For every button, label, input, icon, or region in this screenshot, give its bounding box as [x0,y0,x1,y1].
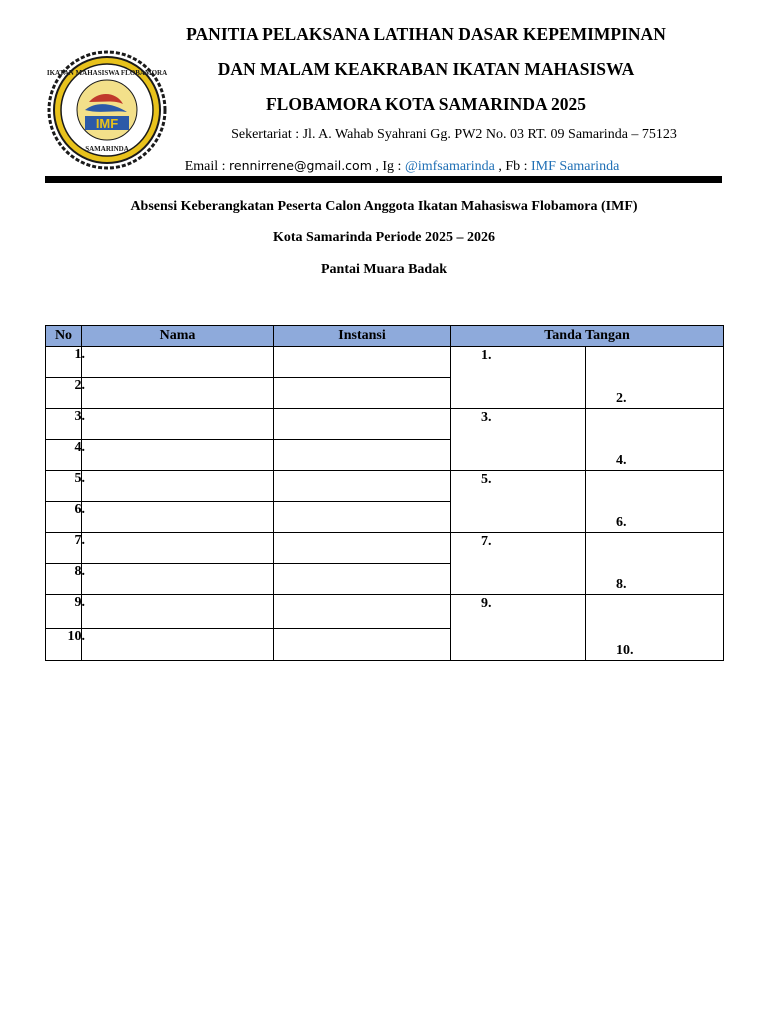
table-row [46,471,724,502]
table-row [46,595,724,629]
row-number: 5. [46,471,82,502]
header-line-3: FLOBAMORA KOTA SAMARINDA 2025 [265,94,587,114]
logo-ring-text: IKATAN MAHASISWA FLOBAMORA [46,69,168,77]
col-header-instansi: Instansi [274,326,451,347]
signature-cell[interactable]: 4. [586,409,724,471]
contact-line [0,158,768,175]
signature-cell[interactable]: 10. [586,595,724,661]
row-number: 6. [46,502,82,533]
table-header-row [46,326,724,347]
nama-cell[interactable] [82,595,274,629]
nama-cell[interactable] [82,409,274,440]
instagram-link[interactable]: @imfsamarinda [404,159,495,174]
document-subtitle: Kota Samarinda Periode 2025 – 2026 [272,230,496,245]
col-header-tanda-tangan: Tanda Tangan [451,326,724,347]
row-number: 3. [46,409,82,440]
row-number: 1. [46,347,82,378]
logo-bottom-text: SAMARINDA [85,145,129,153]
row-number: 8. [46,564,82,595]
signature-cell[interactable]: 2. [586,347,724,409]
header-line-1: PANITIA PELAKSANA LATIHAN DASAR KEPEMIMPINAN [186,24,666,44]
signature-cell[interactable]: 3. [451,409,586,471]
letterhead-divider [45,176,722,183]
fb-label: , Fb : [494,159,532,174]
nama-cell[interactable] [82,347,274,378]
instansi-cell[interactable] [274,440,451,471]
secretariat-address: Sekertariat : Jl. A. Wahab Syahrani Gg. PW2 No. 03 RT. 09 Samarinda – 75123 [231,127,677,142]
header-line-2: DAN MALAM KEAKRABAN IKATAN MAHASISWA [217,59,635,79]
signature-cell[interactable]: 9. [451,595,586,661]
nama-cell[interactable] [82,440,274,471]
row-number: 10. [46,629,82,661]
table-row [46,409,724,440]
instansi-cell[interactable] [274,564,451,595]
nama-cell[interactable] [82,471,274,502]
email-label: Email : [184,159,230,174]
signature-cell[interactable]: 6. [586,471,724,533]
document-title: Absensi Keberangkatan Peserta Calon Anggota Ikatan Mahasiswa Flobamora (IMF) [130,199,638,214]
nama-cell[interactable] [82,533,274,564]
instansi-cell[interactable] [274,533,451,564]
email-address: rennirrene@gmail.com [229,158,372,173]
ig-label: , Ig : [371,159,405,174]
signature-cell[interactable]: 1. [451,347,586,409]
signature-cell[interactable]: 7. [451,533,586,595]
document-location: Pantai Muara Badak [320,262,447,277]
attendance-table [45,325,724,661]
row-number: 7. [46,533,82,564]
col-header-nama: Nama [82,326,274,347]
instansi-cell[interactable] [274,378,451,409]
instansi-cell[interactable] [274,409,451,440]
nama-cell[interactable] [82,378,274,409]
col-header-no: No [46,326,82,347]
table-row [46,533,724,564]
instansi-cell[interactable] [274,595,451,629]
instansi-cell[interactable] [274,502,451,533]
row-number: 9. [46,595,82,629]
nama-cell[interactable] [82,629,274,661]
instansi-cell[interactable] [274,629,451,661]
signature-cell[interactable]: 5. [451,471,586,533]
row-number: 2. [46,378,82,409]
table-row [46,347,724,378]
signature-cell[interactable]: 8. [586,533,724,595]
nama-cell[interactable] [82,502,274,533]
instansi-cell[interactable] [274,471,451,502]
instansi-cell[interactable] [274,347,451,378]
facebook-link[interactable]: IMF Samarinda [531,159,620,174]
logo-center-text: IMF [95,116,119,131]
nama-cell[interactable] [82,564,274,595]
row-number: 4. [46,440,82,471]
